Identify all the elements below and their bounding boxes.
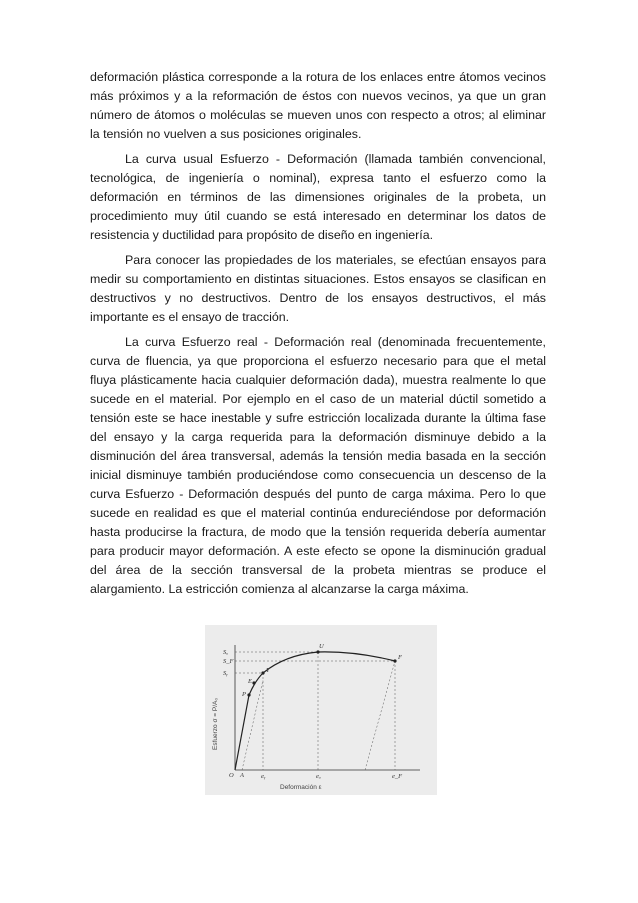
stress-strain-curve: [235, 652, 395, 770]
body-text: [90, 68, 546, 605]
y-tick-su: Sᵤ: [223, 649, 229, 656]
x-tick-ey: eᵧ: [261, 773, 266, 780]
point-f: [393, 659, 396, 662]
guide-lines: [235, 652, 395, 770]
x-tick-o: O: [229, 772, 234, 779]
x-axis-title: Deformación ε: [280, 784, 322, 791]
label-f: F: [398, 654, 402, 661]
y-tick-sf: S_F: [223, 658, 234, 665]
label-y: Y: [266, 667, 270, 674]
paragraph-2: La curva usual Esfuerzo - Deformación (llamada también convencional, tecnológica, de ingeniería o nominal), expresa tanto el esfuerzo como la deformación en términos de las dimensiones originales de la probeta, un procedimiento muy útil cuando se está interesado en determinar los datos de resistencia y ductilidad para propósito de diseño en ingeniería.: [90, 152, 546, 242]
y-axis-title: Esfuerzo σ = P/A₀: [212, 697, 219, 750]
label-u: U: [319, 643, 324, 650]
y-tick-sy: Sᵧ: [223, 670, 228, 677]
x-tick-eu: eᵤ: [316, 773, 321, 780]
stress-strain-diagram: [205, 625, 437, 795]
point-e: [252, 681, 255, 684]
paragraph-1: deformación plástica corresponde a la rotura de los enlaces entre átomos vecinos más próximos y a la reformación de éstos con nuevos vecinos, ya que un gran número de átomos o moléculas se mueven unos con respecto a otros; al eliminar la tensión no vuelven a sus posiciones originales.: [90, 70, 546, 141]
x-tick-ef: e_F: [392, 773, 403, 780]
x-tick-a: A: [240, 772, 244, 779]
paragraph-4: La curva Esfuerzo real - Deformación real (denominada frecuentemente, curva de fluencia, ya que proporciona el esfuerzo necesario para que el metal fluya plásticamente hacia cualquier deformación dada), muestra realmente lo que sucede en el material. Por ejemplo en el caso de un material dúctil sometido a tensión este se hace inestable y sufre estricción localizada durante la última fase del ensayo y la carga requerida para la deformación disminuye debido a la disminución del área transversal, además la tensión media basada en la sección inicial disminuye también produciéndose como consecuencia un descenso de la curva Esfuerzo - Deformación después del punto de carga máxima. Pero lo que sucede en realidad es que el material continúa endureciéndose por deformación hasta producirse la fractura, de modo que la tensión requerida debería aumentar para producir mayor deformación. A este efecto se opone la disminución gradual del área de la sección transversal de la probeta mientras se produce el alargamiento. La estricción comienza al alcanzarse la carga máxima.: [90, 335, 546, 596]
stress-strain-figure: [205, 625, 437, 795]
point-u: [316, 650, 319, 653]
label-p: P: [242, 691, 246, 698]
label-e: E: [248, 678, 252, 685]
paragraph-3: Para conocer las propiedades de los materiales, se efectúan ensayos para medir su comportamiento en distintas situaciones. Estos ensayos se clasifican en destructivos y no destructivos. Dentro de los ensayos destructivos, el más importante es el ensayo de tracción.: [90, 253, 546, 324]
point-p: [247, 693, 250, 696]
point-y: [261, 671, 264, 674]
